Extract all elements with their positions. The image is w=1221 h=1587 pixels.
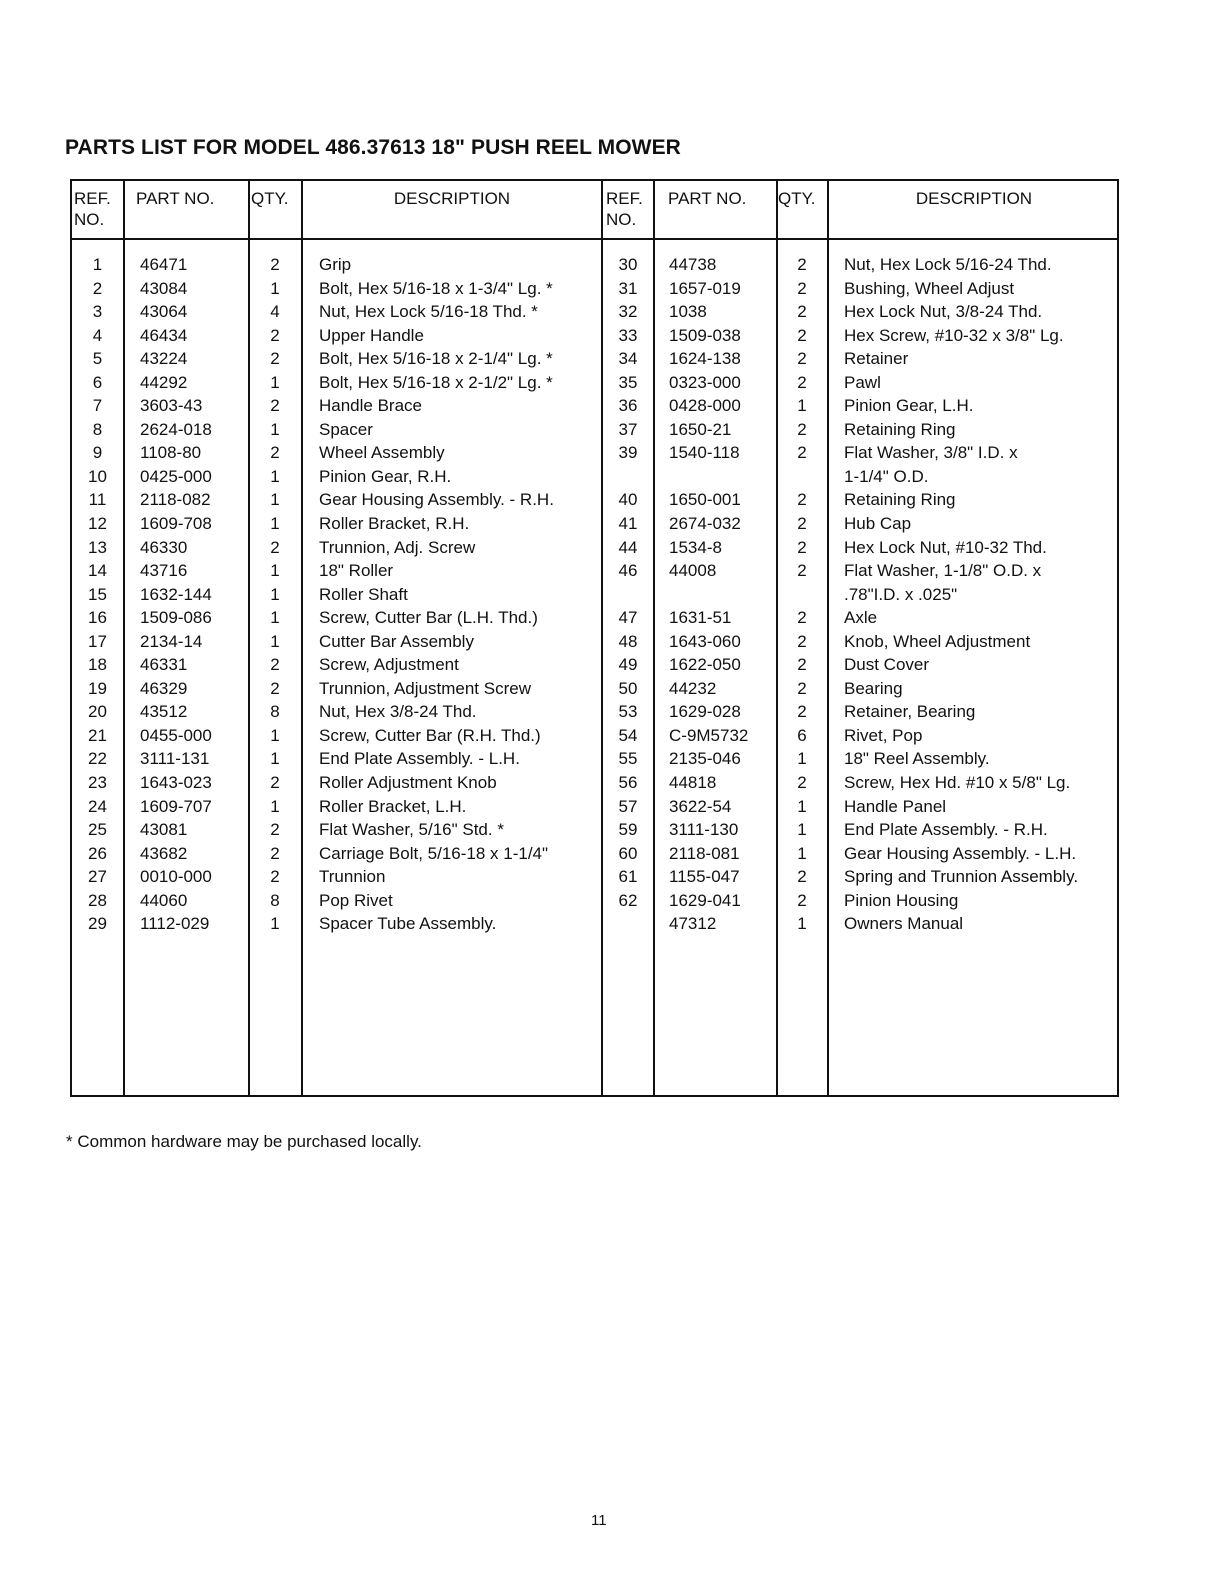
- ref-number: 30: [618, 255, 638, 274]
- quantity: 2: [270, 773, 280, 793]
- ref-number: 40: [618, 490, 638, 510]
- quantity: 2: [797, 773, 807, 793]
- part-number: 43084: [140, 278, 188, 298]
- quantity: 1: [797, 843, 807, 863]
- ref-number: 7: [92, 396, 103, 416]
- table-row: [72, 559, 1117, 583]
- ref-number: 32: [618, 302, 638, 322]
- footnote: * Common hardware may be purchased locally.: [66, 1132, 422, 1151]
- table-row: [72, 677, 1117, 701]
- ref-number: 36: [618, 396, 638, 416]
- quantity: 1: [270, 725, 280, 745]
- description: 18" Reel Assembly.: [844, 749, 990, 769]
- quantity: 1: [270, 608, 280, 628]
- table-row: [72, 512, 1117, 536]
- part-number: 2624-018: [140, 419, 212, 439]
- part-number: 2135-046: [669, 749, 741, 769]
- table-row: [72, 912, 1117, 936]
- ref-number: 20: [88, 702, 107, 722]
- ref-number: 22: [88, 749, 107, 769]
- part-number: 44060: [140, 890, 188, 910]
- description: Spacer: [319, 419, 373, 439]
- quantity: 2: [270, 843, 280, 863]
- part-number: 43224: [140, 349, 188, 369]
- description: Grip: [319, 255, 352, 274]
- header-ref-right: [606, 188, 643, 230]
- part-number: 2118-081: [669, 843, 740, 863]
- quantity: 2: [797, 302, 807, 322]
- ref-number: 9: [92, 443, 103, 463]
- table-row: [72, 253, 1117, 277]
- quantity: 1: [270, 372, 280, 392]
- table-row: [72, 747, 1117, 771]
- quantity: 4: [270, 302, 280, 322]
- description: Retaining Ring: [844, 419, 956, 439]
- ref-number: 55: [618, 749, 638, 769]
- ref-number: 54: [618, 725, 638, 745]
- description: Roller Adjustment Knob: [319, 773, 497, 793]
- part-number: 46330: [140, 537, 188, 557]
- part-number: 1509-086: [140, 608, 212, 628]
- part-number: 46434: [140, 325, 188, 345]
- table-row: [72, 630, 1117, 654]
- header-ref-line1: REF.: [74, 189, 111, 208]
- quantity: 2: [797, 325, 807, 345]
- header-ref: [74, 188, 111, 230]
- ref-number: 47: [618, 608, 638, 628]
- header-qty: QTY.: [251, 189, 289, 208]
- ref-number: 3: [92, 302, 103, 322]
- part-number: 1643-023: [140, 773, 212, 793]
- part-number: 1038: [669, 302, 707, 322]
- ref-number: 46: [618, 561, 638, 581]
- description: Cutter Bar Assembly: [319, 631, 474, 651]
- ref-number: 56: [618, 773, 638, 793]
- part-number: 43081: [140, 820, 188, 840]
- quantity: 2: [797, 890, 807, 910]
- description: Handle Brace: [319, 396, 423, 416]
- description: Retainer: [844, 349, 909, 369]
- ref-number: 1: [92, 255, 103, 274]
- header-part-no: PART NO.: [136, 189, 215, 208]
- table-row: [72, 653, 1117, 677]
- header-ref-line2: NO.: [606, 210, 637, 229]
- quantity: 1: [270, 631, 280, 651]
- quantity: 2: [270, 443, 280, 463]
- ref-number: 16: [88, 608, 107, 628]
- description: Bolt, Hex 5/16-18 x 2-1/2" Lg. *: [319, 372, 553, 392]
- table-row: [72, 606, 1117, 630]
- ref-number: 14: [88, 561, 107, 581]
- ref-number: 15: [88, 584, 107, 604]
- description: Roller Bracket, R.H.: [319, 514, 470, 534]
- ref-number: 26: [88, 843, 107, 863]
- part-number: 3622-54: [669, 796, 732, 816]
- description: Pop Rivet: [319, 890, 393, 910]
- part-number: 1155-047: [669, 867, 740, 887]
- ref-number: 37: [618, 419, 638, 439]
- part-number: 1609-707: [140, 796, 212, 816]
- description: Screw, Hex Hd. #10 x 5/8" Lg.: [844, 773, 1071, 793]
- part-number: 1629-028: [669, 702, 741, 722]
- ref-number: 49: [618, 655, 638, 675]
- description: Spring and Trunnion Assembly.: [844, 867, 1079, 887]
- page-title: PARTS LIST FOR MODEL 486.37613 18" PUSH REEL MOWER: [65, 136, 681, 159]
- quantity: 1: [270, 490, 280, 510]
- quantity: 1: [270, 584, 280, 604]
- quantity: 2: [270, 867, 280, 887]
- ref-number: 28: [88, 890, 107, 910]
- page-number: 11: [591, 1512, 607, 1529]
- ref-number: 34: [618, 349, 638, 369]
- table-row: [72, 465, 1117, 489]
- table-row: [72, 700, 1117, 724]
- quantity: 1: [270, 514, 280, 534]
- ref-number: 29: [88, 914, 107, 934]
- part-number: 1629-041: [669, 890, 741, 910]
- description: Flat Washer, 3/8" I.D. x: [844, 443, 1018, 463]
- part-number: 3111-131: [140, 749, 210, 769]
- description: Trunnion, Adj. Screw: [319, 537, 476, 557]
- quantity: 2: [797, 608, 807, 628]
- table-row: [72, 724, 1117, 748]
- ref-number: 27: [88, 867, 107, 887]
- part-number: 44008: [669, 561, 717, 581]
- quantity: 2: [797, 255, 807, 274]
- table-row: [72, 842, 1117, 866]
- ref-number: 5: [92, 349, 103, 369]
- right-parts-list: [72, 253, 1117, 936]
- quantity: 2: [797, 702, 807, 722]
- quantity: 2: [270, 349, 280, 369]
- quantity: 2: [797, 678, 807, 698]
- description: Pawl: [844, 372, 881, 392]
- description: Knob, Wheel Adjustment: [844, 631, 1031, 651]
- description: Retaining Ring: [844, 490, 956, 510]
- description: Roller Bracket, L.H.: [319, 796, 467, 816]
- ref-number: 35: [618, 372, 638, 392]
- part-number: 0323-000: [669, 372, 741, 392]
- part-number: 46331: [140, 655, 188, 675]
- description: Spacer Tube Assembly.: [319, 914, 497, 934]
- ref-number: 24: [88, 796, 107, 816]
- part-number: 1534-8: [669, 537, 722, 557]
- part-number: 1631-51: [669, 608, 732, 628]
- ref-number: 19: [88, 678, 107, 698]
- description: Screw, Adjustment: [319, 655, 459, 675]
- description: Screw, Cutter Bar (R.H. Thd.): [319, 725, 541, 745]
- header-qty-right: QTY.: [778, 189, 816, 208]
- description: Pinion Gear, L.H.: [844, 396, 974, 416]
- part-number: 46471: [140, 255, 188, 274]
- table-row: [72, 889, 1117, 913]
- ref-number: 25: [88, 820, 107, 840]
- description: End Plate Assembly. - L.H.: [319, 749, 520, 769]
- ref-number: 2: [92, 278, 103, 298]
- ref-number: 11: [88, 490, 107, 510]
- description: Hub Cap: [844, 514, 912, 534]
- quantity: 2: [797, 349, 807, 369]
- header-description-right: DESCRIPTION: [915, 189, 1033, 208]
- ref-number: 39: [618, 443, 638, 463]
- quantity: 1: [270, 914, 280, 934]
- header-description: DESCRIPTION: [393, 189, 511, 208]
- quantity: 1: [270, 419, 280, 439]
- part-number: 2674-032: [669, 514, 741, 534]
- description: Retainer, Bearing: [844, 702, 976, 722]
- ref-number: 6: [92, 372, 103, 392]
- ref-number: 4: [92, 325, 103, 345]
- table-row: [72, 371, 1117, 395]
- table-row: [72, 394, 1117, 418]
- ref-number: 62: [618, 890, 638, 910]
- quantity: 2: [270, 396, 280, 416]
- description: Nut, Hex Lock 5/16-24 Thd.: [844, 255, 1052, 274]
- quantity: 2: [797, 443, 807, 463]
- table-row: [72, 441, 1117, 465]
- quantity: 2: [270, 678, 280, 698]
- quantity: 2: [797, 372, 807, 392]
- quantity: 1: [797, 396, 807, 416]
- part-number: 1609-708: [140, 514, 212, 534]
- part-number: 0010-000: [140, 867, 212, 887]
- part-number: 1632-144: [140, 584, 212, 604]
- description: Nut, Hex 3/8-24 Thd.: [319, 702, 477, 722]
- parts-table: [70, 179, 1119, 1097]
- description: Flat Washer, 1-1/8" O.D. x: [844, 561, 1042, 581]
- part-number: 0425-000: [140, 466, 212, 486]
- part-number: 44292: [140, 372, 188, 392]
- part-number: 1509-038: [669, 325, 741, 345]
- quantity: 1: [797, 820, 807, 840]
- ref-number: 48: [618, 631, 638, 651]
- ref-number: 8: [92, 419, 103, 439]
- part-number: 44818: [669, 773, 717, 793]
- table-row: [72, 488, 1117, 512]
- description: Hex Lock Nut, #10-32 Thd.: [844, 537, 1047, 557]
- description: Bolt, Hex 5/16-18 x 1-3/4" Lg. *: [319, 278, 553, 298]
- quantity: 2: [797, 514, 807, 534]
- part-number: 43682: [140, 843, 188, 863]
- description: Hex Screw, #10-32 x 3/8" Lg.: [844, 325, 1064, 345]
- description: Trunnion: [319, 867, 386, 887]
- quantity: 6: [797, 725, 807, 745]
- description: Owners Manual: [844, 914, 964, 934]
- part-number: 1622-050: [669, 655, 741, 675]
- quantity: 1: [270, 466, 280, 486]
- part-number: 2118-082: [140, 490, 211, 510]
- quantity: 8: [270, 890, 280, 910]
- header-ref-line2: NO.: [74, 210, 105, 229]
- quantity: 2: [797, 537, 807, 557]
- part-number: 1657-019: [669, 278, 741, 298]
- description: Roller Shaft: [319, 584, 408, 604]
- description: Screw, Cutter Bar (L.H. Thd.): [319, 608, 538, 628]
- ref-number: 13: [88, 537, 107, 557]
- ref-number: 17: [88, 631, 107, 651]
- part-number: 1624-138: [669, 349, 741, 369]
- quantity: 2: [797, 631, 807, 651]
- quantity: 1: [270, 796, 280, 816]
- table-row: [72, 583, 1117, 607]
- part-number: 0428-000: [669, 396, 741, 416]
- table-row: [72, 324, 1117, 348]
- quantity: 2: [797, 419, 807, 439]
- table-row: [72, 347, 1117, 371]
- quantity: 2: [270, 537, 280, 557]
- part-number: 1650-21: [669, 419, 732, 439]
- description: Rivet, Pop: [844, 725, 923, 745]
- part-number: 2134-14: [140, 631, 203, 651]
- table-row: [72, 865, 1117, 889]
- part-number: 1643-060: [669, 631, 741, 651]
- ref-number: 61: [618, 867, 638, 887]
- part-number: C-9M5732: [669, 725, 749, 745]
- table-row: [72, 536, 1117, 560]
- quantity: 1: [797, 914, 807, 934]
- quantity: 2: [797, 490, 807, 510]
- ref-number: 57: [618, 796, 638, 816]
- description: .78"I.D. x .025": [844, 584, 958, 604]
- ref-number: 53: [618, 702, 638, 722]
- header-divider: [72, 238, 1117, 240]
- header-part-no-right: PART NO.: [668, 189, 747, 208]
- ref-number: 12: [88, 514, 107, 534]
- quantity: 2: [270, 655, 280, 675]
- quantity: 1: [270, 278, 280, 298]
- ref-number: 18: [88, 655, 107, 675]
- description: Gear Housing Assembly. - L.H.: [844, 843, 1077, 863]
- quantity: 2: [270, 820, 280, 840]
- description: Carriage Bolt, 5/16-18 x 1-1/4": [319, 843, 549, 863]
- part-number: 46329: [140, 678, 188, 698]
- ref-number: 10: [88, 466, 107, 486]
- description: Hex Lock Nut, 3/8-24 Thd.: [844, 302, 1043, 322]
- table-row: [72, 818, 1117, 842]
- description: 1-1/4" O.D.: [844, 466, 929, 486]
- quantity: 2: [797, 278, 807, 298]
- quantity: 2: [797, 561, 807, 581]
- table-row: [72, 795, 1117, 819]
- quantity: 8: [270, 702, 280, 722]
- description: Dust Cover: [844, 655, 930, 675]
- quantity: 2: [270, 255, 280, 274]
- description: Pinion Housing: [844, 890, 959, 910]
- description: Wheel Assembly: [319, 443, 445, 463]
- quantity: 1: [270, 749, 280, 769]
- table-row: [72, 300, 1117, 324]
- ref-number: 50: [618, 678, 638, 698]
- part-number: 3603-43: [140, 396, 203, 416]
- ref-number: 21: [88, 725, 107, 745]
- quantity: 1: [797, 749, 807, 769]
- table-row: [72, 771, 1117, 795]
- ref-number: 41: [618, 514, 638, 534]
- description: Upper Handle: [319, 325, 424, 345]
- ref-number: 44: [618, 537, 638, 557]
- ref-number: 60: [618, 843, 638, 863]
- description: Flat Washer, 5/16" Std. *: [319, 820, 504, 840]
- ref-number: 59: [618, 820, 638, 840]
- quantity: 1: [270, 561, 280, 581]
- part-number: 44232: [669, 678, 717, 698]
- part-number: 47312: [669, 914, 717, 934]
- part-number: 43716: [140, 561, 188, 581]
- part-number: 1650-001: [669, 490, 741, 510]
- part-number: 44738: [669, 255, 717, 274]
- description: Trunnion, Adjustment Screw: [319, 678, 531, 698]
- description: Handle Panel: [844, 796, 947, 816]
- description: Gear Housing Assembly. - R.H.: [319, 490, 554, 510]
- description: End Plate Assembly. - R.H.: [844, 820, 1048, 840]
- ref-number: 31: [618, 278, 638, 298]
- description: Bearing: [844, 678, 903, 698]
- ref-number: 23: [88, 773, 107, 793]
- description: Bushing, Wheel Adjust: [844, 278, 1015, 298]
- table-row: [72, 418, 1117, 442]
- quantity: 2: [797, 867, 807, 887]
- description: Axle: [844, 608, 878, 628]
- header-ref-line1: REF.: [606, 189, 643, 208]
- ref-number: 33: [618, 325, 638, 345]
- quantity: 1: [797, 796, 807, 816]
- part-number: 43064: [140, 302, 188, 322]
- part-number: 1108-80: [140, 443, 202, 463]
- description: Pinion Gear, R.H.: [319, 466, 452, 486]
- part-number: 1112-029: [140, 914, 210, 934]
- description: Nut, Hex Lock 5/16-18 Thd. *: [319, 302, 538, 322]
- description: Bolt, Hex 5/16-18 x 2-1/4" Lg. *: [319, 349, 553, 369]
- quantity: 2: [270, 325, 280, 345]
- part-number: 43512: [140, 702, 188, 722]
- part-number: 0455-000: [140, 725, 212, 745]
- table-row: [72, 277, 1117, 301]
- part-number: 3111-130: [669, 820, 739, 840]
- part-number: 1540-118: [669, 443, 740, 463]
- quantity: 2: [797, 655, 807, 675]
- description: 18" Roller: [319, 561, 394, 581]
